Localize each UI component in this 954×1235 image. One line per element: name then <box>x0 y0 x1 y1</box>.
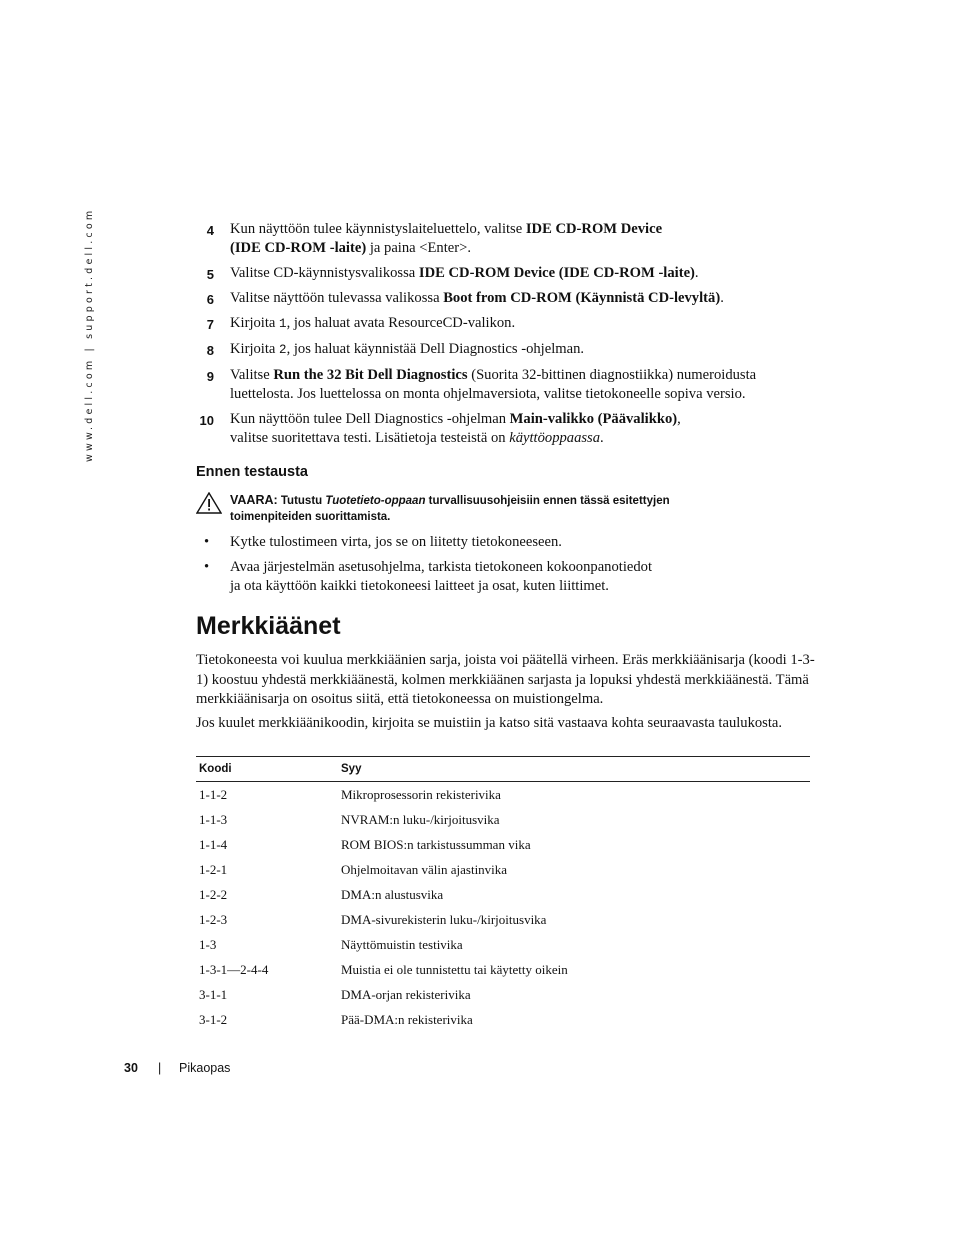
cell-code: 1-3 <box>199 936 217 952</box>
step-text-part: Valitse näyttöön tulevassa valikossa <box>230 290 444 306</box>
instruction-paragraph: Jos kuulet merkkiäänikoodin, kirjoita se muistiin ja katso sitä vastaava kohta seuraavasta taulukosta. <box>196 715 783 731</box>
step-text-part: Main-valikko (Päävalikko) <box>509 411 678 427</box>
step-item <box>196 366 816 404</box>
step-text-part: . <box>694 265 699 281</box>
bullet-text: Avaa järjestelmän asetusohjelma, tarkista tietokoneen kokoonpanotiedot ja ota käyttöön kaikki tietokoneesi laitteet ja osat, kuten liittimet. <box>230 559 653 594</box>
header-code: Koodi <box>199 763 232 775</box>
step-text-part: Valitse CD-käynnistysvalikossa <box>230 265 419 281</box>
step-text-part: . <box>720 290 724 306</box>
cell-code: 1-1-2 <box>199 786 228 802</box>
table-row <box>196 832 810 857</box>
list-item: • Avaa järjestelmän asetusohjelma, tarkista tietokoneen kokoonpanotiedot ja ota käyttöön kaikki tietokoneesi laitteet ja osat, kuten liittimet. <box>204 559 653 594</box>
cell-cause: DMA:n alustusvika <box>341 886 444 902</box>
page-title: Merkkiäänet <box>196 612 341 640</box>
table-row <box>196 957 810 982</box>
step-number: 4 <box>206 223 214 238</box>
table-row <box>196 882 810 907</box>
cell-code: 1-2-2 <box>199 886 228 902</box>
section-heading: Ennen testausta <box>196 464 308 480</box>
cell-cause: NVRAM:n luku-/kirjoitusvika <box>341 811 500 827</box>
cell-code: 1-2-3 <box>199 911 228 927</box>
warning-text <box>230 492 716 525</box>
warning-label: VAARA: <box>230 493 278 507</box>
step-item <box>196 340 816 360</box>
step-text-part: käyttöoppaassa <box>509 430 601 446</box>
step-text-part: Run the 32 Bit Dell Diagnostics <box>273 367 468 383</box>
footer-separator: | <box>158 1061 162 1075</box>
step-text-part: , jos haluat käynnistää Dell Diagnostics -ohjelman. <box>286 341 585 357</box>
step-number: 8 <box>206 343 214 358</box>
warning-icon <box>196 492 222 514</box>
step-text <box>230 315 515 331</box>
step-number: 6 <box>206 292 214 307</box>
warning-text-after: turvallisuusohjeisiin ennen tässä esitettyjen toimenpiteiden suorittamista. <box>230 495 670 523</box>
cell-code: 1-3-1—2-4-4 <box>199 961 269 977</box>
step-item <box>196 220 816 258</box>
step-text-part: 2 <box>279 343 287 357</box>
step-text <box>230 290 724 306</box>
step-text-part: . <box>600 430 604 446</box>
step-text <box>230 367 756 402</box>
step-number: 10 <box>199 413 214 428</box>
cell-code: 3-1-1 <box>199 986 228 1002</box>
step-text-part: Kun näyttöön tulee käynnistyslaiteluettelo, valitse <box>230 221 526 237</box>
step-text-part: , valitse suoritettava testi. Lisätietoja testeistä on <box>230 411 681 446</box>
step-text-part: 1 <box>279 317 287 331</box>
step-text-part: Kun näyttöön tulee Dell Diagnostics -ohjelman <box>230 411 510 427</box>
step-text-part: Kirjoita <box>230 341 280 357</box>
table-row <box>196 1007 810 1032</box>
step-text-part: Boot from CD-ROM (Käynnistä CD-levyltä) <box>443 290 721 306</box>
step-number: 5 <box>206 267 214 282</box>
step-text-part: (Suorita 32-bittinen diagnostiikka) numeroidusta luettelosta. Jos luettelossa on monta ohjelmaversiota, valitse tietokoneelle sopiva versio. <box>230 367 757 402</box>
warning-box <box>196 492 716 525</box>
cell-code: 1-2-1 <box>199 861 228 877</box>
cell-cause: ROM BIOS:n tarkistussumman vika <box>341 836 531 852</box>
cell-code: 3-1-2 <box>199 1011 228 1027</box>
table-row <box>196 982 810 1007</box>
cell-code: 1-1-4 <box>199 836 228 852</box>
sidebar-url-text: www.dell.com | support.dell.com <box>84 207 95 462</box>
step-text-part: , jos haluat avata ResourceCD-valikon. <box>286 315 516 331</box>
bullet-text: Kytke tulostimeen virta, jos se on liitetty tietokoneeseen. <box>230 534 562 550</box>
step-number: 7 <box>206 317 214 332</box>
warning-text-before: Tutustu <box>277 495 326 507</box>
cell-cause: Näyttömuistin testivika <box>341 936 463 952</box>
step-text-part: IDE CD-ROM Device (IDE CD-ROM -laite) <box>418 265 695 281</box>
step-item <box>196 289 816 308</box>
step-number: 9 <box>206 369 214 384</box>
step-text-part: Kirjoita <box>230 315 280 331</box>
list-item: • Kytke tulostimeen virta, jos se on liitetty tietokoneeseen. <box>204 534 562 550</box>
cell-cause: Mikroprosessorin rekisterivika <box>341 786 501 802</box>
cell-cause: DMA-orjan rekisterivika <box>341 986 471 1002</box>
warning-italic: Tuotetieto-oppaan <box>325 495 426 507</box>
cell-cause: Ohjelmoitavan välin ajastinvika <box>341 861 508 877</box>
step-text-part: Valitse <box>230 367 274 383</box>
step-text-part: IDE CD-ROM Device <box>525 221 663 237</box>
footer-title: Pikaopas <box>179 1061 231 1075</box>
intro-paragraph: Tietokoneesta voi kuulua merkkiäänien sarja, joista voi päätellä virheen. Eräs merkkiäänisarja (koodi 1-3-1) koostuu yhdestä merkkiäänestä, kolmen merkkiäänen sarjasta ja lopuksi yhdestä merkkiäänestä. Tämä merkkiäänisarja on osoitus siitä, että tietokoneessa on muistiongelma. <box>196 652 815 707</box>
step-item <box>196 264 816 283</box>
step-item <box>196 314 816 334</box>
step-text-part: ja paina <Enter>. <box>366 240 471 256</box>
table-row <box>196 907 810 932</box>
step-text <box>230 265 699 281</box>
cell-code: 1-1-3 <box>199 811 228 827</box>
sidebar-url <box>84 207 98 462</box>
header-cause: Syy <box>341 763 362 775</box>
bullet-list <box>196 533 816 602</box>
step-text <box>230 341 584 357</box>
page-footer <box>124 1061 231 1075</box>
beep-code-table <box>196 756 810 1032</box>
step-text <box>230 221 662 256</box>
cell-cause: Muistia ei ole tunnistettu tai käytetty oikein <box>341 961 568 977</box>
table-row <box>196 932 810 957</box>
step-item <box>196 410 816 448</box>
cell-cause: DMA-sivurekisterin luku-/kirjoitusvika <box>341 911 547 927</box>
steps-list <box>196 220 816 454</box>
page-number: 30 <box>124 1061 138 1075</box>
step-text <box>230 411 681 446</box>
cell-cause: Pää-DMA:n rekisterivika <box>341 1011 473 1027</box>
table-header <box>196 757 810 782</box>
table-row <box>196 857 810 882</box>
step-text-part: (IDE CD-ROM -laite) <box>230 240 367 256</box>
table-row <box>196 782 810 807</box>
table-row <box>196 807 810 832</box>
